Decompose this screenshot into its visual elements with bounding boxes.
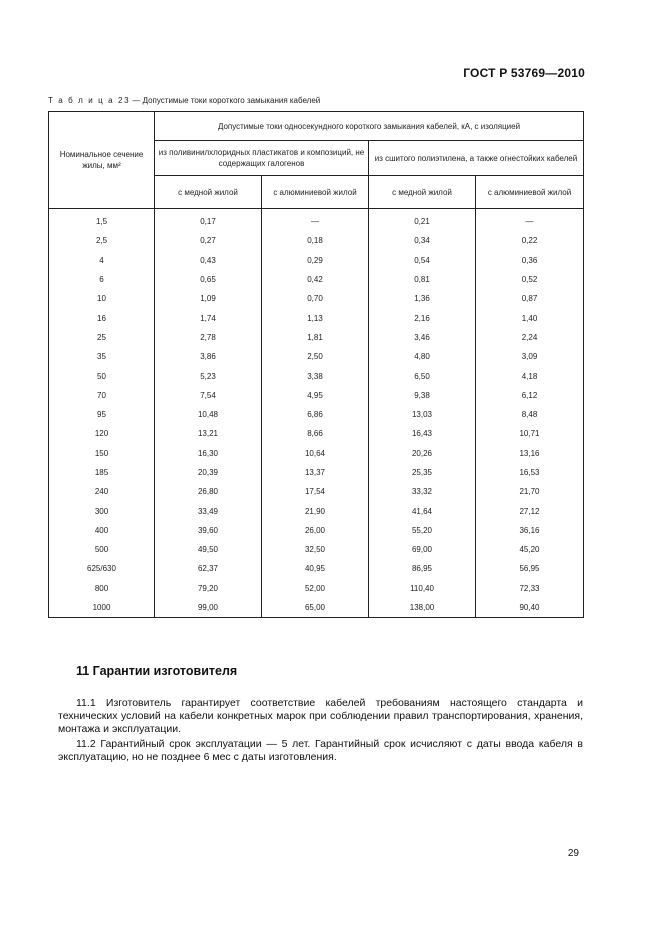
cell-current-value: 40,95 (262, 559, 369, 578)
cell-current-value: 13,37 (262, 463, 369, 482)
cell-cross-section: 70 (49, 386, 155, 405)
cell-current-value: 3,46 (369, 328, 476, 347)
cell-current-value: 90,40 (476, 598, 584, 618)
cell-current-value: 86,95 (369, 559, 476, 578)
cell-current-value: 13,16 (476, 444, 584, 463)
table-row (49, 501, 584, 520)
cell-current-value: 0,87 (476, 289, 584, 308)
cell-current-value: 4,95 (262, 386, 369, 405)
table-row (49, 347, 584, 366)
cell-current-value: 8,66 (262, 424, 369, 443)
cell-cross-section: 240 (49, 482, 155, 501)
cell-current-value: 13,21 (155, 424, 262, 443)
cell-current-value: 39,60 (155, 521, 262, 540)
table-body (49, 209, 584, 618)
cell-current-value: 0,43 (155, 251, 262, 270)
cell-current-value: 55,20 (369, 521, 476, 540)
cell-current-value: 20,39 (155, 463, 262, 482)
cell-current-value: 0,65 (155, 270, 262, 289)
cell-cross-section: 300 (49, 501, 155, 520)
cell-current-value: 3,09 (476, 347, 584, 366)
section-heading: 11 Гарантии изготовителя (76, 664, 238, 678)
cell-current-value: 2,78 (155, 328, 262, 347)
table-row (49, 482, 584, 501)
cell-cross-section: 400 (49, 521, 155, 540)
cell-current-value: 69,00 (369, 540, 476, 559)
cell-current-value: 2,24 (476, 328, 584, 347)
cell-current-value: 6,86 (262, 405, 369, 424)
table-caption (48, 96, 320, 105)
cell-cross-section: 1000 (49, 598, 155, 618)
cell-current-value: — (262, 209, 369, 232)
cell-current-value: 2,50 (262, 347, 369, 366)
table-row (49, 209, 584, 232)
cell-current-value: 27,12 (476, 501, 584, 520)
cell-current-value: 4,80 (369, 347, 476, 366)
table-row (49, 463, 584, 482)
table-row (49, 366, 584, 385)
cell-current-value: 45,20 (476, 540, 584, 559)
cell-cross-section: 185 (49, 463, 155, 482)
cell-current-value: 3,86 (155, 347, 262, 366)
cell-current-value: 0,29 (262, 251, 369, 270)
cell-current-value: — (476, 209, 584, 232)
cell-current-value: 0,21 (369, 209, 476, 232)
header-cross-section: Номинальное сечение жилы, мм² (49, 112, 155, 209)
cell-cross-section: 50 (49, 366, 155, 385)
document-code: ГОСТ Р 53769—2010 (463, 66, 585, 80)
cell-current-value: 138,00 (369, 598, 476, 618)
header-pvc-aluminium: с алюминиевой жилой (262, 176, 369, 209)
table-row (49, 251, 584, 270)
cell-cross-section: 800 (49, 579, 155, 598)
cell-current-value: 49,50 (155, 540, 262, 559)
cell-current-value: 10,48 (155, 405, 262, 424)
cell-cross-section: 1,5 (49, 209, 155, 232)
cell-current-value: 21,90 (262, 501, 369, 520)
cell-current-value: 1,09 (155, 289, 262, 308)
header-xlpe-aluminium: с алюминиевой жилой (476, 176, 584, 209)
cell-current-value: 17,54 (262, 482, 369, 501)
cell-cross-section: 500 (49, 540, 155, 559)
cell-current-value: 26,00 (262, 521, 369, 540)
cell-current-value: 110,40 (369, 579, 476, 598)
cell-current-value: 25,35 (369, 463, 476, 482)
cell-current-value: 41,64 (369, 501, 476, 520)
table-caption-title: — Допустимые токи короткого замыкания кабелей (130, 96, 321, 105)
cell-current-value: 65,00 (262, 598, 369, 618)
cell-current-value: 62,37 (155, 559, 262, 578)
cell-current-value: 99,00 (155, 598, 262, 618)
table-row (49, 231, 584, 250)
cell-current-value: 20,26 (369, 444, 476, 463)
table-row (49, 424, 584, 443)
cell-current-value: 33,32 (369, 482, 476, 501)
cell-cross-section: 95 (49, 405, 155, 424)
cell-current-value: 3,38 (262, 366, 369, 385)
table-row (49, 598, 584, 618)
table-row (49, 559, 584, 578)
cell-cross-section: 120 (49, 424, 155, 443)
cell-cross-section: 4 (49, 251, 155, 270)
cell-current-value: 13,03 (369, 405, 476, 424)
cell-current-value: 16,43 (369, 424, 476, 443)
cell-current-value: 36,16 (476, 521, 584, 540)
cell-current-value: 0,34 (369, 231, 476, 250)
cell-current-value: 1,40 (476, 308, 584, 327)
cell-current-value: 1,81 (262, 328, 369, 347)
cell-current-value: 2,16 (369, 308, 476, 327)
cell-current-value: 0,70 (262, 289, 369, 308)
cell-current-value: 0,22 (476, 231, 584, 250)
cell-current-value: 26,80 (155, 482, 262, 501)
table-row (49, 308, 584, 327)
cell-current-value: 0,81 (369, 270, 476, 289)
cell-current-value: 16,53 (476, 463, 584, 482)
cell-current-value: 1,74 (155, 308, 262, 327)
cell-current-value: 56,95 (476, 559, 584, 578)
cell-cross-section: 35 (49, 347, 155, 366)
cell-current-value: 33,49 (155, 501, 262, 520)
header-pvc-insulation: из поливинилхлоридных пластикатов и композиций, не содержащих галогенов (155, 141, 369, 176)
table-row (49, 405, 584, 424)
cell-current-value: 16,30 (155, 444, 262, 463)
cell-current-value: 0,42 (262, 270, 369, 289)
table-row (49, 579, 584, 598)
paragraph-11-1: 11.1 Изготовитель гарантирует соответствие кабелей требованиям настоящего стандарта и технических условий на кабели конкретных марок при соблюдении правил транспортирования, хранения, монтажа и эксплуатации. (58, 697, 583, 735)
cell-current-value: 6,50 (369, 366, 476, 385)
table-row (49, 444, 584, 463)
cell-current-value: 79,20 (155, 579, 262, 598)
table-row (49, 540, 584, 559)
header-xlpe-copper: с медной жилой (369, 176, 476, 209)
cell-cross-section: 6 (49, 270, 155, 289)
table-caption-number: Т а б л и ц а 23 (48, 96, 131, 105)
cell-current-value: 0,18 (262, 231, 369, 250)
cell-current-value: 4,18 (476, 366, 584, 385)
table-row (49, 289, 584, 308)
cell-current-value: 6,12 (476, 386, 584, 405)
cell-current-value: 10,64 (262, 444, 369, 463)
cell-current-value: 0,54 (369, 251, 476, 270)
cell-current-value: 21,70 (476, 482, 584, 501)
table-row (49, 328, 584, 347)
cell-cross-section: 16 (49, 308, 155, 327)
table-row (49, 386, 584, 405)
header-xlpe-insulation: из сшитого полиэтилена, а также огнестойких кабелей (369, 141, 584, 176)
cell-current-value: 1,36 (369, 289, 476, 308)
cell-current-value: 0,52 (476, 270, 584, 289)
cell-cross-section: 10 (49, 289, 155, 308)
cell-current-value: 32,50 (262, 540, 369, 559)
cell-current-value: 8,48 (476, 405, 584, 424)
cell-cross-section: 25 (49, 328, 155, 347)
cell-current-value: 1,13 (262, 308, 369, 327)
page-number: 29 (567, 848, 579, 859)
cell-current-value: 7,54 (155, 386, 262, 405)
paragraph-11-2: 11.2 Гарантийный срок эксплуатации — 5 лет. Гарантийный срок исчисляют с даты ввода кабеля в эксплуатацию, но не позднее 6 мес с даты изготовления. (58, 738, 583, 763)
cell-current-value: 0,36 (476, 251, 584, 270)
cell-current-value: 0,27 (155, 231, 262, 250)
header-pvc-copper: с медной жилой (155, 176, 262, 209)
cell-current-value: 0,17 (155, 209, 262, 232)
header-current-group: Допустимые токи односекундного короткого замыкания кабелей, кА, с изоляцией (155, 112, 584, 141)
cell-cross-section: 150 (49, 444, 155, 463)
cell-cross-section: 2,5 (49, 231, 155, 250)
cell-current-value: 52,00 (262, 579, 369, 598)
cell-cross-section: 625/630 (49, 559, 155, 578)
table-row (49, 521, 584, 540)
cell-current-value: 5,23 (155, 366, 262, 385)
table-row (49, 270, 584, 289)
short-circuit-currents-table (48, 111, 584, 618)
cell-current-value: 9,38 (369, 386, 476, 405)
cell-current-value: 72,33 (476, 579, 584, 598)
cell-current-value: 10,71 (476, 424, 584, 443)
